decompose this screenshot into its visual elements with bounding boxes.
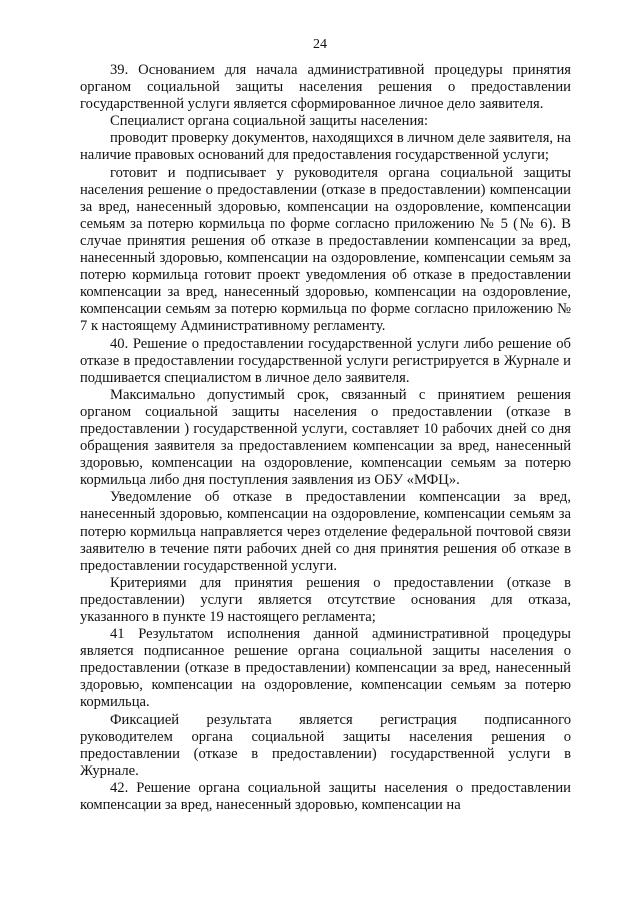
- document-body: [80, 62, 571, 814]
- paragraph-prepares-decision: готовит и подписывает у руководителя органа социальной защиты населения решение о предоставлении (отказе в предоставлении) компенсации за вред, нанесенный здоровью, компенсации на оздоровление, компенсации семьям за потерю кормильца по форме согласно приложению № 5 (№ 6). В случае принятия решения об отказе в предоставлении компенсации за вред, нанесенный здоровью, компенсации на оздоровление, компенсации семьям за потерю кормильца готовит проект уведомления об отказе в предоставлении компенсации за вред, нанесенный здоровью, компенсации на оздоровление, компенсации семьям за потерю кормильца по форме согласно приложению № 7 к настоящему Административному регламенту.: [80, 164, 571, 335]
- page-number: 24: [313, 37, 327, 52]
- paragraph-checks-documents: проводит проверку документов, находящихся в личном деле заявителя, на наличие правовых оснований для предоставления государственной услуги;: [80, 130, 571, 164]
- paragraph-fixation: Фиксацией результата является регистрация подписанного руководителем органа социальной защиты населения решения о предоставлении (отказе в предоставлении) государственной услуги в Журнале.: [80, 711, 571, 779]
- paragraph-40: 40. Решение о предоставлении государственной услуги либо решение об отказе в предоставлении государственной услуги регистрируется в Журнале и подшивается специалистом в личное дело заявителя.: [80, 335, 571, 386]
- paragraph-39: 39. Основанием для начала административной процедуры принятия органом социальной защиты населения решения о предоставлении государственной услуги является сформированное личное дело заявителя.: [80, 62, 571, 113]
- paragraph-41: 41 Результатом исполнения данной административной процедуры является подписанное решение органа социальной защиты населения о предоставлении (отказе в предоставлении) компенсации за вред, нанесенный здоровью, компенсации на оздоровление, компенсации семьям за потерю кормильца.: [80, 626, 571, 711]
- paragraph-criteria: Критериями для принятия решения о предоставлении (отказе в предоставлении) услуги является отсутствие основания для отказа, указанного в пункте 19 настоящего регламента;: [80, 574, 571, 625]
- paragraph-notification: Уведомление об отказе в предоставлении компенсации за вред, нанесенный здоровью, компенсации на оздоровление, компенсации семьям за потерю кормильца направляется через отделение федеральной почтовой связи заявителю в течение пяти рабочих дней со дня принятия решения об отказе в предоставлении государственной услуги.: [80, 489, 571, 574]
- paragraph-specialist: Специалист органа социальной защиты населения:: [110, 113, 429, 130]
- paragraph-42: 42. Решение органа социальной защиты населения о предоставлении компенсации за вред, нанесенный здоровью, компенсации на: [80, 779, 571, 814]
- paragraph-max-term: Максимально допустимый срок, связанный с принятием решения органом социальной защиты населения о предоставлении (отказе в предоставлении ) государственной услуги, составляет 10 рабочих дней со дня обращения заявителя за предоставлением компенсации за вред, нанесенный здоровью, компенсации на оздоровление, компенсации семьям за потерю кормильца либо дня поступления заявления из ОБУ «МФЦ».: [80, 386, 571, 489]
